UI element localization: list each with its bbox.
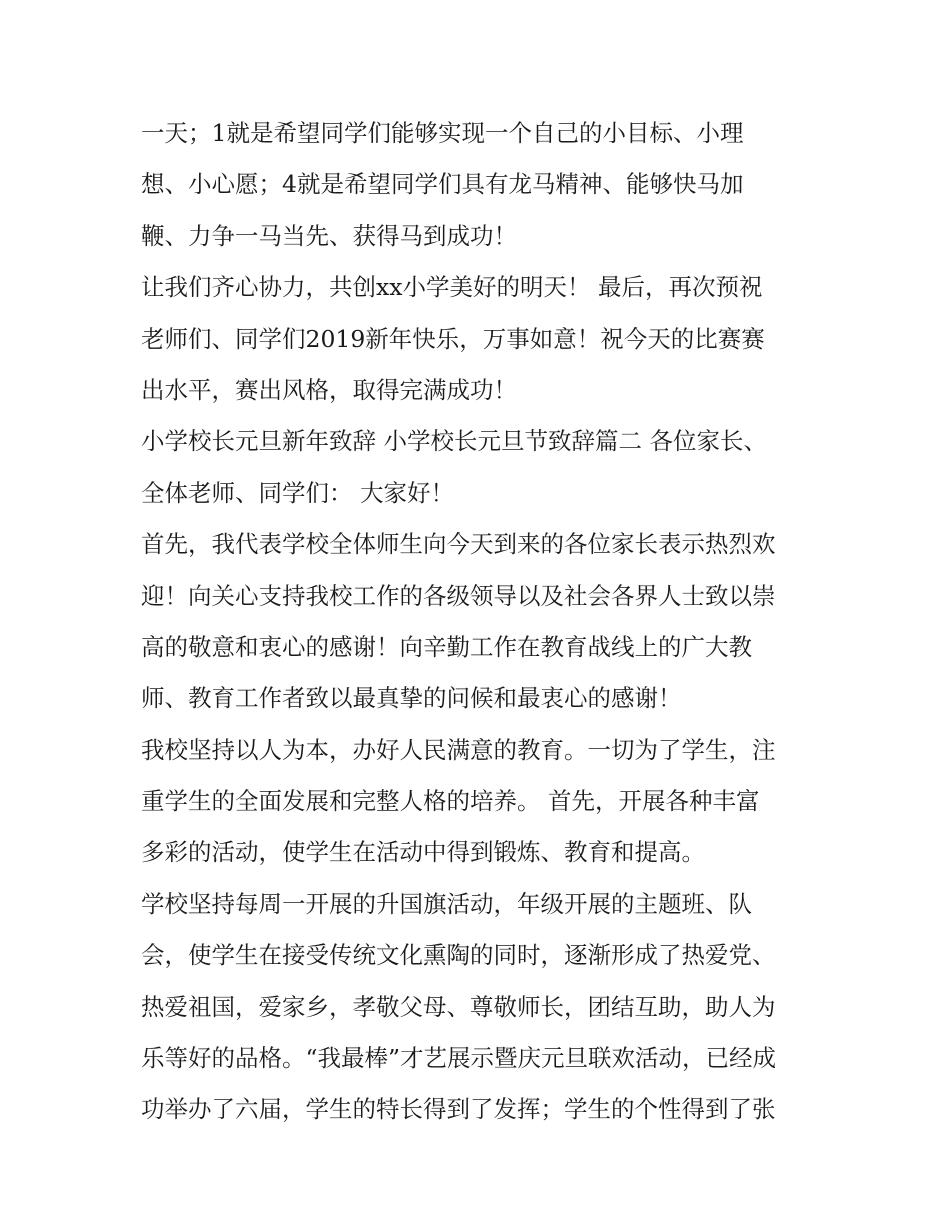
text-line-20: 功举办了六届，学生的特长得到了发挥；学生的个性得到了张 [141,1095,776,1124]
text-line-11: 高的敬意和衷心的感谢！向辛勤工作在教育战线上的广大教 [141,632,752,661]
text-line-2: 想、小心愿；4就是希望同学们具有龙马精神、能够快马加 [141,170,744,199]
document-body [141,108,831,1136]
text-line-7: 小学校长元旦新年致辞 小学校长元旦节致辞篇二 各位家长、 [141,427,767,456]
text-line-8: 全体老师、同学们： 大家好！ [141,478,454,507]
text-line-3: 鞭、力争一马当先、获得马到成功！ [141,221,517,250]
text-line-19: 乐等好的品格。“我最棒”才艺展示暨庆元旦联欢活动，已经成 [141,1044,777,1073]
text-line-18: 热爱祖国，爱家乡，孝敬父母、尊敬师长，团结互助，助人为 [141,992,776,1021]
text-line-13: 我校坚持以人为本，办好人民满意的教育。一切为了学生，注 [141,735,776,764]
text-line-6: 出水平，赛出风格，取得完满成功！ [141,375,517,404]
text-line-12: 师、教育工作者致以最真挚的问候和最衷心的感谢！ [141,684,682,713]
text-line-10: 迎！向关心支持我校工作的各级领导以及社会各界人士致以崇 [141,581,776,610]
text-line-1: 一天；1就是希望同学们能够实现一个自己的小目标、小理 [141,119,744,147]
text-line-15: 多彩的活动，使学生在活动中得到锻炼、教育和提高。 [141,838,705,867]
text-line-14: 重学生的全面发展和完整人格的培养。 首先，开展各种丰富 [141,787,760,816]
text-line-4: 让我们齐心协力，共创xx小学美好的明天！ 最后，再次预祝 [141,273,763,302]
text-line-5: 老师们、同学们2019新年快乐，万事如意！祝今天的比赛赛 [141,324,765,353]
text-line-9: 首先，我代表学校全体师生向今天到来的各位家长表示热烈欢 [141,530,776,559]
text-line-17: 会，使学生在接受传统文化熏陶的同时，逐渐形成了热爱党、 [141,941,776,970]
text-line-16: 学校坚持每周一开展的升国旗活动，年级开展的主题班、队 [141,889,752,918]
